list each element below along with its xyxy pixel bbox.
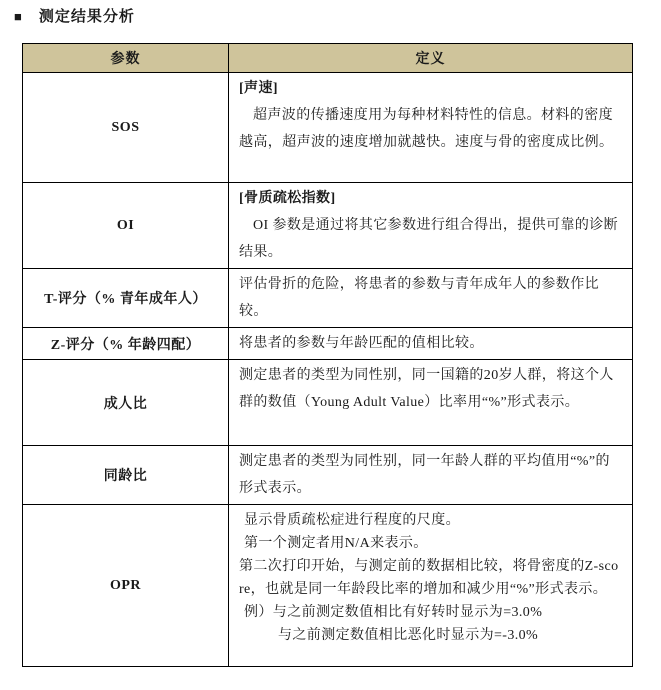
definition-text: 测定患者的类型为同性别，同一国籍的20岁人群，将这个人群的数值（Young Adult Value）比率用“%”形式表示。 (239, 368, 614, 410)
table-row-age-ratio (23, 446, 633, 505)
definition-text: 将患者的参数与年龄匹配的值相比较。 (239, 336, 484, 351)
definition-cell-sos (229, 73, 633, 183)
definition-heading: [声速] (239, 81, 278, 96)
param-cell-oi: OI (23, 183, 229, 269)
definition-text: OI 参数是通过将其它参数进行组合得出，提供可靠的诊断结果。 (239, 218, 619, 260)
definition-text: 测定患者的类型为同性别，同一年龄人群的平均值用“%”的形式表示。 (239, 454, 610, 496)
column-header-param: 参数 (23, 44, 229, 73)
param-cell-age-ratio: 同龄比 (23, 446, 229, 505)
definition-text: 超声波的传播速度用为每种材料特性的信息。材料的密度越高，超声波的速度增加就越快。速度与骨的密度成比例。 (239, 108, 614, 150)
definition-cell-opr (229, 505, 633, 667)
param-cell-opr: OPR (23, 505, 229, 667)
definition-text: 评估骨折的危险，将患者的参数与青年成年人的参数作比较。 (239, 277, 599, 319)
definition-cell-age-ratio (229, 446, 633, 505)
definition-cell-z-score (229, 328, 633, 360)
table-row-opr (23, 505, 633, 667)
definition-text: 显示骨质疏松症进行程度的尺度。 (244, 513, 460, 528)
page-title-text: 测定结果分析 (38, 9, 135, 25)
column-header-definition: 定义 (229, 44, 633, 73)
param-cell-adult-ratio: 成人比 (23, 360, 229, 446)
param-cell-z-score: Z-评分（% 年龄四配） (23, 328, 229, 360)
definition-heading: [骨质疏松指数] (239, 191, 336, 206)
table-row-t-score (23, 269, 633, 328)
table-row-adult-ratio (23, 360, 633, 446)
param-cell-t-score: T-评分（% 青年成年人） (23, 269, 229, 328)
page-title (14, 5, 135, 26)
definition-text: 第二次打印开始，与测定前的数据相比较，将骨密度的Z-score，也就是同一年龄段比率的增加和减少用“%”形式表示。 (239, 559, 619, 597)
definition-cell-adult-ratio (229, 360, 633, 446)
square-bullet-icon: ■ (14, 9, 23, 24)
table-row-sos (23, 73, 633, 183)
definition-example-line: 例）与之前测定数值相比有好转时显示为=3.0% (244, 605, 543, 620)
definition-example-line: 与之前测定数值相比恶化时显示为=-3.0% (278, 628, 539, 643)
table-row-oi (23, 183, 633, 269)
parameter-definitions-table (22, 43, 633, 667)
table-row-z-score (23, 328, 633, 360)
definition-cell-oi (229, 183, 633, 269)
definition-cell-t-score (229, 269, 633, 328)
definition-text: 第一个测定者用N/A来表示。 (244, 536, 428, 551)
param-cell-sos: SOS (23, 73, 229, 183)
table-header-row (23, 44, 633, 73)
